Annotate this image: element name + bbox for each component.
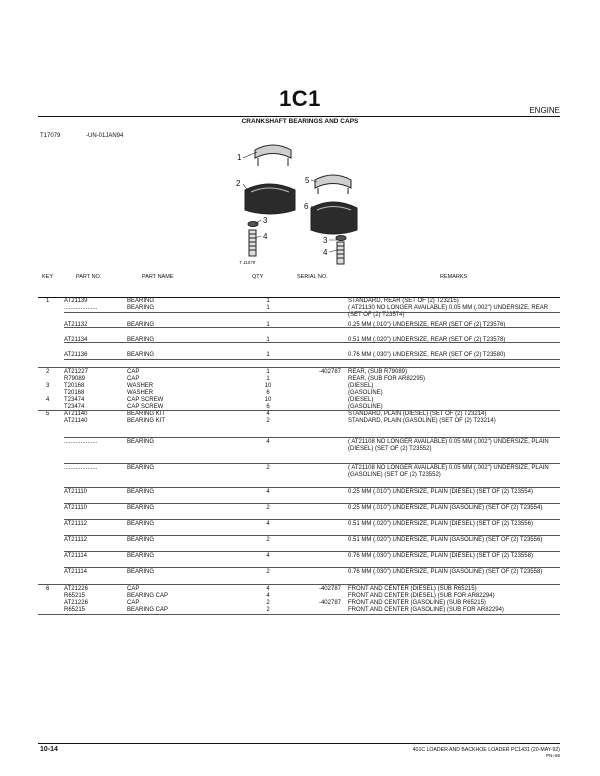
cell-key: 1 bbox=[46, 298, 50, 304]
cell-remarks: (DIESEL) bbox=[348, 397, 374, 403]
cell-qty: 2 bbox=[266, 607, 270, 613]
column-header-key: KEY bbox=[42, 274, 54, 280]
cell-part-name: BEARING bbox=[127, 298, 155, 304]
cell-part-name: CAP SCREW bbox=[127, 397, 164, 403]
cell-part-no: AT21140 bbox=[64, 411, 88, 417]
cell-serial-no: -402787 bbox=[318, 586, 341, 592]
callout-5: 5 bbox=[305, 176, 310, 185]
cell-part-name: BEARING CAP bbox=[127, 607, 169, 613]
cell-remarks: REAR, (SUB FOR AR82295) bbox=[348, 376, 426, 382]
cell-part-no: T20168 bbox=[64, 390, 85, 396]
row-divider bbox=[64, 519, 560, 520]
cell-part-no: .................... bbox=[64, 305, 98, 311]
cell-qty: 1 bbox=[266, 322, 270, 328]
cell-qty: 2 bbox=[266, 537, 270, 543]
cell-key: 2 bbox=[46, 369, 50, 375]
column-header-remarks: REMARKS bbox=[440, 274, 468, 280]
cell-part-no: AT21114 bbox=[64, 553, 88, 559]
cell-part-name: WASHER bbox=[127, 383, 154, 389]
exploded-view-illustration bbox=[225, 138, 375, 270]
illustration-caption: T 11079 bbox=[239, 260, 256, 265]
page-number: 10-14 bbox=[40, 746, 58, 753]
washer-drawing bbox=[248, 222, 258, 227]
column-header-part-no: PART NO. bbox=[76, 274, 102, 280]
cell-qty: 4 bbox=[266, 553, 270, 559]
cell-qty: 2 bbox=[266, 418, 270, 424]
cell-part-no: R79089 bbox=[64, 376, 86, 382]
cell-part-no: AT21110 bbox=[64, 489, 88, 495]
callout-6: 6 bbox=[304, 202, 309, 211]
cell-part-name: BEARING bbox=[127, 305, 155, 311]
cell-qty: 4 bbox=[266, 489, 270, 495]
cell-part-no: AT21132 bbox=[64, 322, 88, 328]
bottom-divider bbox=[38, 743, 560, 744]
cell-part-name: BEARING bbox=[127, 337, 155, 343]
cell-part-no: .................... bbox=[64, 439, 98, 445]
row-divider bbox=[64, 551, 560, 552]
row-divider bbox=[38, 367, 560, 368]
callout-1: 1 bbox=[237, 153, 242, 162]
cell-qty: 10 bbox=[264, 397, 272, 403]
cell-key: 5 bbox=[46, 411, 50, 417]
cell-qty: 4 bbox=[266, 586, 270, 592]
cell-part-name: CAP bbox=[127, 369, 140, 375]
cell-part-name: BEARING CAP bbox=[127, 593, 169, 599]
cell-remarks: STANDARD, PLAIN (GASOLINE) (SET OF (2) T23214) bbox=[348, 418, 496, 424]
cell-part-name: BEARING bbox=[127, 521, 155, 527]
cell-part-no: AT21112 bbox=[64, 537, 88, 543]
section-subtitle: CRANKSHAFT BEARINGS AND CAPS bbox=[241, 118, 359, 125]
cell-part-no: T20168 bbox=[64, 383, 85, 389]
column-header-serial-no: SERIAL NO. bbox=[297, 274, 328, 280]
cell-part-name: WASHER bbox=[127, 390, 154, 396]
cell-remarks: ( AT21108 NO LONGER AVAILABLE) 0.05 MM (.002") UNDERSIZE, PLAIN (DIESEL) (SET OF (2) T23552) bbox=[348, 439, 549, 452]
cell-qty: 2 bbox=[266, 505, 270, 511]
cell-qty: 6 bbox=[266, 404, 270, 410]
cell-qty: 1 bbox=[266, 376, 270, 382]
row-divider bbox=[64, 437, 560, 438]
bearing-shell-drawing bbox=[255, 145, 291, 158]
cell-part-no: .................... bbox=[64, 465, 98, 471]
column-header-part-name: PART NAME bbox=[142, 274, 174, 280]
cell-remarks: STANDARD, PLAIN (DIESEL) (SET OF (2) T23214) bbox=[348, 411, 487, 417]
cell-remarks: ( AT21130 NO LONGER AVAILABLE) 0.05 MM (.002") UNDERSIZE, REAR (SET OF (2) T23574) bbox=[348, 305, 549, 318]
cell-qty: 2 bbox=[266, 569, 270, 575]
callout-2: 2 bbox=[236, 179, 241, 188]
cell-remarks: 0.76 MM (.030") UNDERSIZE, PLAIN (DIESEL) (SET OF (2) T23558) bbox=[348, 553, 533, 559]
cell-part-no: R65215 bbox=[64, 593, 86, 599]
cell-remarks: 0.25 MM (.010") UNDERSIZE, PLAIN (GASOLINE) (SET OF (2) T23554) bbox=[348, 505, 543, 511]
cell-part-name: CAP SCREW bbox=[127, 404, 164, 410]
illustration-date: -UN-01JAN94 bbox=[86, 133, 124, 139]
page-title: 1C1 bbox=[279, 86, 321, 111]
footer-pn: PN=56 bbox=[546, 753, 560, 758]
cell-remarks: 0.25 MM (.010") UNDERSIZE, PLAIN (DIESEL) (SET OF (2) T23554) bbox=[348, 489, 533, 495]
cell-serial-no: -402787 bbox=[318, 600, 341, 606]
row-divider bbox=[64, 503, 560, 504]
cell-key: 6 bbox=[46, 586, 50, 592]
cell-part-no: AT21139 bbox=[64, 298, 88, 304]
cell-remarks: FRONT AND CENTER (DIESEL) (SUB R65215) bbox=[348, 586, 477, 592]
cell-part-no: AT21226 bbox=[64, 600, 88, 606]
cell-qty: 1 bbox=[266, 337, 270, 343]
cell-part-name: BEARING bbox=[127, 537, 155, 543]
cell-qty: 10 bbox=[264, 383, 272, 389]
top-divider bbox=[38, 116, 560, 117]
cell-qty: 4 bbox=[266, 411, 270, 417]
cell-remarks: FRONT AND CENTER (GASOLINE) (SUB FOR AR82294) bbox=[348, 607, 504, 613]
cell-part-no: AT21136 bbox=[64, 352, 88, 358]
cell-part-name: BEARING bbox=[127, 439, 155, 445]
cell-qty: 6 bbox=[266, 390, 270, 396]
cell-key: 4 bbox=[46, 397, 50, 403]
cell-remarks: 0.51 MM (.020") UNDERSIZE, REAR (SET OF (2) T23578) bbox=[348, 337, 506, 343]
cell-remarks: REAR, (SUB R79089) bbox=[348, 369, 408, 375]
cell-part-name: BEARING bbox=[127, 553, 155, 559]
cell-qty: 4 bbox=[266, 593, 270, 599]
cell-part-no: AT21110 bbox=[64, 505, 88, 511]
cell-part-no: AT21112 bbox=[64, 521, 88, 527]
callout-3: 3 bbox=[263, 216, 268, 225]
cell-part-name: CAP bbox=[127, 376, 140, 382]
cell-remarks: ( AT21108 NO LONGER AVAILABLE) 0.05 MM (.002") UNDERSIZE, PLAIN (GASOLINE) (SET OF (2) T23552) bbox=[348, 465, 549, 478]
cell-part-no: AT21134 bbox=[64, 337, 88, 343]
illustration-id: T17079 bbox=[40, 133, 61, 139]
row-divider bbox=[64, 312, 560, 313]
cell-qty: 4 bbox=[266, 521, 270, 527]
cell-part-no: AT21226 bbox=[64, 586, 88, 592]
cell-remarks: 0.25 MM (.010") UNDERSIZE, REAR (SET OF (2) T23576) bbox=[348, 322, 506, 328]
cell-qty: 1 bbox=[266, 352, 270, 358]
cell-remarks: 0.51 MM (.020") UNDERSIZE, PLAIN (DIESEL) (SET OF (2) T23556) bbox=[348, 521, 533, 527]
cell-qty: 2 bbox=[266, 600, 270, 606]
cell-remarks: 0.51 MM (.020") UNDERSIZE, PLAIN (GASOLINE) (SET OF (2) T23556) bbox=[348, 537, 543, 543]
cell-qty: 4 bbox=[266, 439, 270, 445]
callout-4b: 4 bbox=[323, 248, 328, 257]
cell-qty: 2 bbox=[266, 465, 270, 471]
column-header-qty: QTY bbox=[252, 274, 264, 280]
cell-part-name: BEARING bbox=[127, 465, 155, 471]
section-label: ENGINE bbox=[529, 106, 560, 115]
cell-part-no: AT21140 bbox=[64, 418, 88, 424]
cell-qty: 1 bbox=[266, 298, 270, 304]
cell-remarks: (GASOLINE) bbox=[348, 404, 383, 410]
row-divider bbox=[38, 410, 560, 411]
row-divider bbox=[64, 327, 560, 328]
cell-qty: 1 bbox=[266, 305, 270, 311]
row-divider bbox=[64, 342, 560, 343]
cell-qty: 1 bbox=[266, 369, 270, 375]
cell-part-name: CAP bbox=[127, 600, 140, 606]
cell-part-name: BEARING bbox=[127, 569, 155, 575]
cell-part-no: AT21227 bbox=[64, 369, 88, 375]
row-divider bbox=[64, 463, 560, 464]
callout-3b: 3 bbox=[323, 236, 328, 245]
cell-part-name: BEARING bbox=[127, 505, 155, 511]
cell-part-no: T23474 bbox=[64, 404, 85, 410]
cell-remarks: FRONT AND CENTER (DIESEL) (SUB FOR AR82294) bbox=[348, 593, 495, 599]
cell-key: 3 bbox=[46, 383, 50, 389]
cell-serial-no: -402787 bbox=[318, 369, 341, 375]
cell-part-name: BEARING KIT bbox=[127, 411, 166, 417]
cell-remarks: 0.76 MM (.030") UNDERSIZE, PLAIN (GASOLINE) (SET OF (2) T23558) bbox=[348, 569, 543, 575]
cell-part-no: R65215 bbox=[64, 607, 86, 613]
cell-remarks: 0.76 MM (.030") UNDERSIZE, REAR (SET OF (2) T23580) bbox=[348, 352, 506, 358]
cell-part-name: BEARING KIT bbox=[127, 418, 166, 424]
callout-4: 4 bbox=[263, 232, 268, 241]
cell-remarks: STANDARD, REAR (SET OF (2) T23215) bbox=[348, 298, 459, 304]
row-divider bbox=[64, 359, 560, 360]
row-divider bbox=[64, 535, 560, 536]
cell-part-no: AT21114 bbox=[64, 569, 88, 575]
row-divider bbox=[38, 584, 560, 585]
footer-text: 401C LOADER AND BACKHOE LOADER PC1431 (20-MAY-92) bbox=[412, 747, 560, 753]
cell-remarks: FRONT AND CENTER (GASOLINE) (SUB R65215) bbox=[348, 600, 486, 606]
cell-remarks: (DIESEL) bbox=[348, 383, 374, 389]
row-divider bbox=[64, 487, 560, 488]
row-divider bbox=[64, 567, 560, 568]
row-divider bbox=[38, 614, 560, 615]
cell-part-name: BEARING bbox=[127, 322, 155, 328]
cell-part-name: BEARING bbox=[127, 489, 155, 495]
cell-part-no: T23474 bbox=[64, 397, 85, 403]
cell-part-name: CAP bbox=[127, 586, 140, 592]
cell-remarks: (GASOLINE) bbox=[348, 390, 383, 396]
cell-part-name: BEARING bbox=[127, 352, 155, 358]
